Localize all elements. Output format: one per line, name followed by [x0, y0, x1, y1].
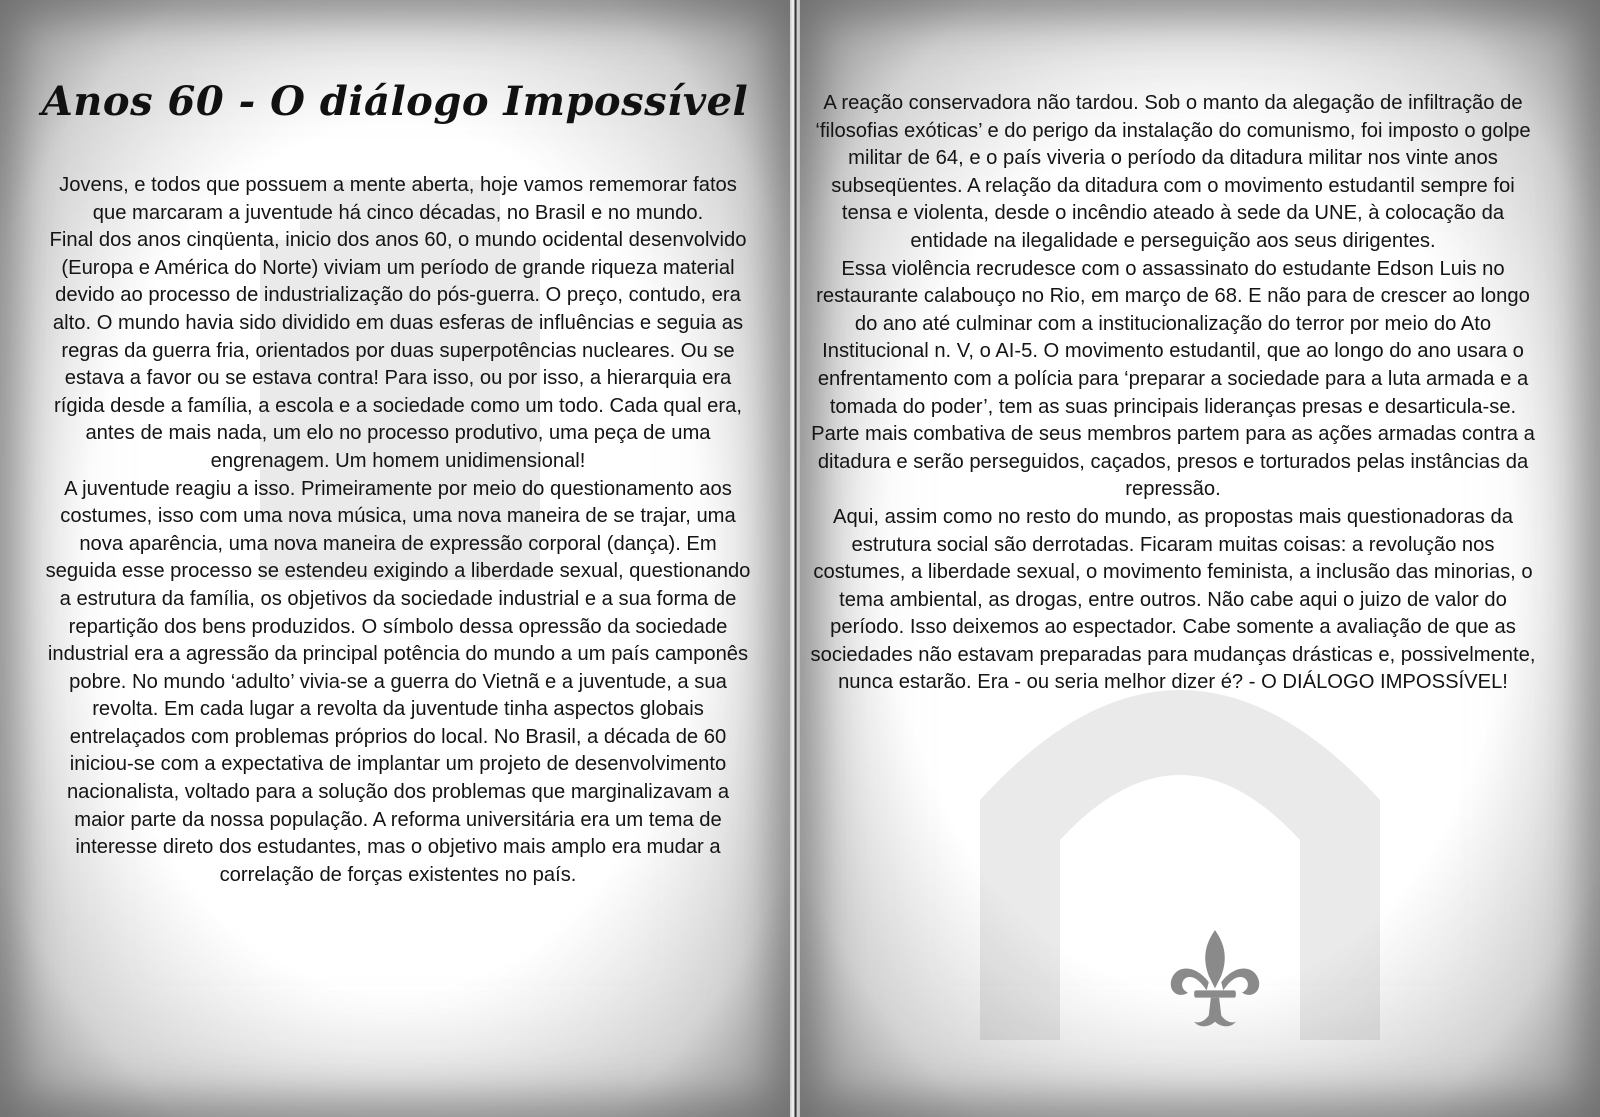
paragraph: Aqui, assim como no resto do mundo, as propostas mais questionadoras da estrutura social são derrotadas. Ficaram muitas coisas: a revolução nos costumes, a liberdade sexual, o movimento feminista, a inclusão das minorias, o tema ambiental, as drogas, entre outros. Não cabe aqui o juizo de valor do período. Isso deixemos ao espectador. Cabe somente a avaliação de que as sociedades não estavam preparadas para mudanças drásticas e, possivelmente, nunca estarão. Era - ou seria melhor dizer é? - O DIÁLOGO IMPOSSÍVEL!: [810, 505, 1536, 694]
page-title: Anos 60 - O diálogo Impossível: [41, 78, 749, 125]
right-page: [800, 0, 1600, 1117]
left-page: [0, 0, 790, 1117]
fleur-de-lis-icon: [1163, 928, 1267, 1032]
paragraph: Jovens, e todos que possuem a mente aberta, hoje vamos rememorar fatos que marcaram a juventude há cinco décadas, no Brasil e no mundo.: [59, 174, 737, 224]
left-body-text: [42, 172, 754, 889]
paragraph: Essa violência recrudesce com o assassinato do estudante Edson Luis no restaurante calabouço no Rio, em março de 68. E não para de crescer ao longo do ano até culminar com a institucionalização do terror por meio do Ato Institucional n. V, o AI-5. O movimento estudantil, que ao longo do ano usara o enfrentamento com a polícia para ‘preparar a sociedade para a luta armada e a tomada do poder’, tem as suas principais lideranças presas e desarticula-se. Parte mais combativa de seus membros partem para as ações armadas contra a ditadura e serão perseguidos, caçados, presos e torturados pelas instâncias da repressão.: [811, 257, 1535, 501]
paragraph: A juventude reagiu a isso. Primeiramente por meio do questionamento aos costumes, isso com uma nova música, uma nova maneira de se trajar, uma nova aparência, uma nova maneira de expressão corporal (dança). Em seguida esse processo se estendeu exigindo a liberdade sexual, questionando a estrutura da família, os objetivos da sociedade industrial e a sua forma de repartição dos bens produzidos. O símbolo dessa opressão da sociedade industrial era a agressão da principal potência do mundo a um país camponês pobre. No mundo ‘adulto’ vivia-se a guerra do Vietnã e a juventude, a sua revolta. Em cada lugar a revolta da juventude tinha aspectos globais entrelaçados com problemas próprios do local. No Brasil, a década de 60 iniciou-se com a expectativa de implantar um projeto de desenvolvimento nacionalista, voltado para a solução dos problemas que marginalizavam a maior parte da nossa população. A reforma universitária era um tema de interesse direto dos estudantes, mas o objetivo mais amplo era mudar a correlação de forças existentes no país.: [45, 477, 751, 886]
page-gutter: [790, 0, 800, 1117]
right-body-text: [806, 90, 1540, 697]
paragraph: Final dos anos cinqüenta, inicio dos anos 60, o mundo ocidental desenvolvido (Europa e América do Norte) viviam um período de grande riqueza material devido ao processo de industrialização do pós-guerra. O preço, contudo, era alto. O mundo havia sido dividido em duas esferas de influências e seguia as regras da guerra fria, orientados por duas superpotências nucleares. Ou se estava a favor ou se estava contra! Para isso, ou por isso, a hierarquia era rígida desde a família, a escola e a sociedade como um todo. Cada qual era, antes de mais nada, um elo no processo produtivo, uma peça de uma engrenagem. Um homem unidimensional!: [49, 229, 747, 472]
paragraph: A reação conservadora não tardou. Sob o manto da alegação de infiltração de ‘filosofias exóticas’ e do perigo da instalação do comunismo, foi imposto o golpe militar de 64, e o país viveria o período da ditadura militar nos vinte anos subseqüentes. A relação da ditadura com o movimento estudantil sempre foi tensa e violenta, desde o incêndio ateado à sede da UNE, à colocação da entidade na ilegalidade e perseguição aos seus dirigentes.: [815, 92, 1531, 252]
